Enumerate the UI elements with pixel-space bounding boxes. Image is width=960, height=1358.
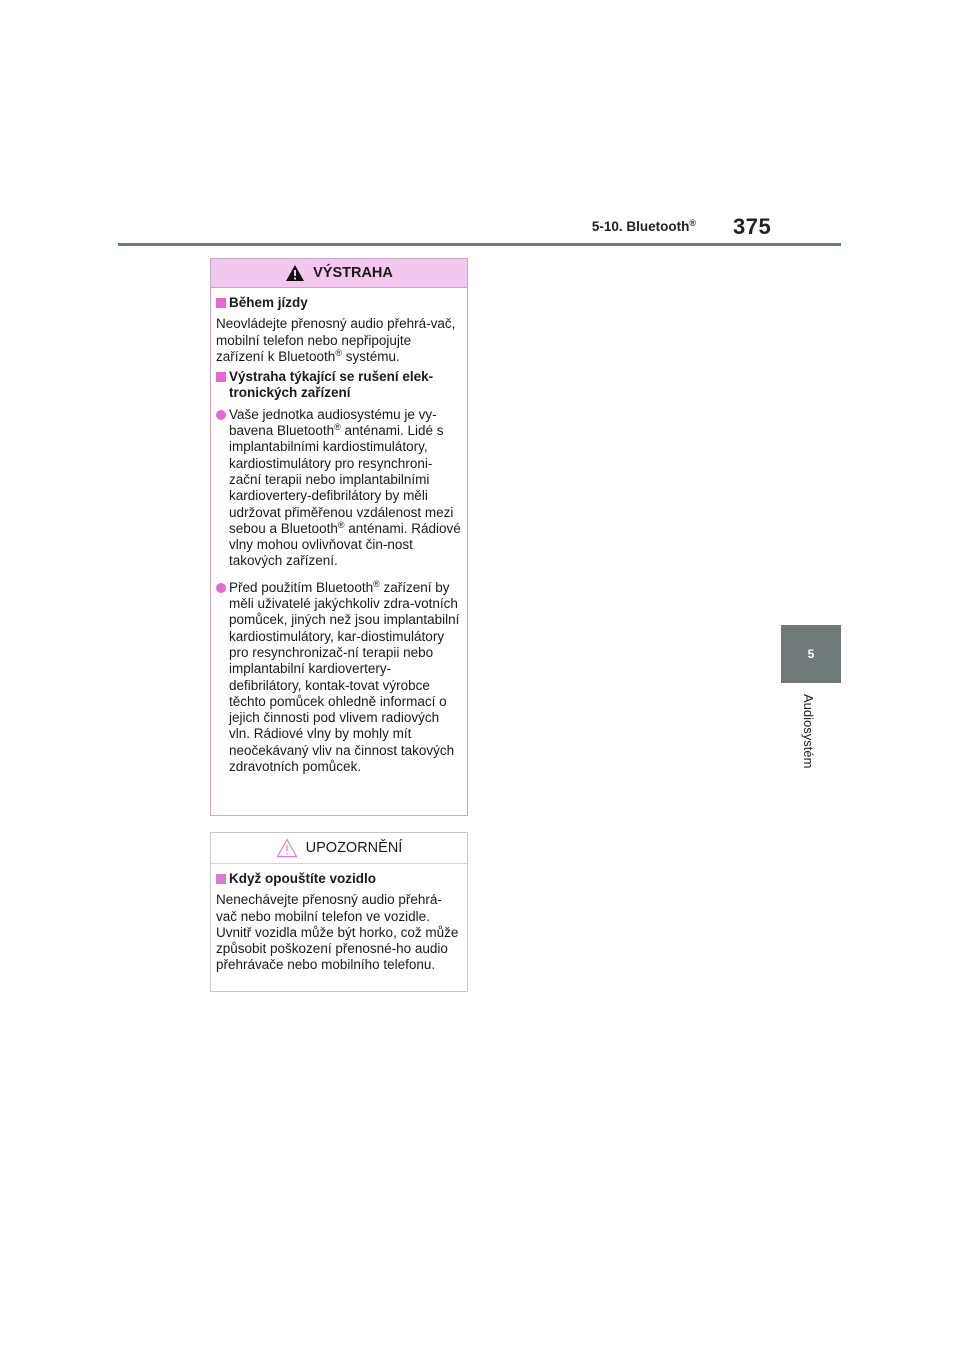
caution-leaving-text: Nenechávejte přenosný audio přehrá-vač nebo mobilní telefon ve vozidle. Uvnitř vozidla může být horko, což může způsobit poškození přenosné-ho audio přehrávače nebo mobilního telefonu.	[216, 892, 459, 973]
warning-body	[211, 288, 467, 775]
warning-header	[211, 259, 467, 288]
caution-header	[211, 833, 467, 864]
warning-bullet-implants: Vaše jednotka audiosystému je vy-bavena Bluetooth® anténami. Lidé s implantabilními kardiostimulátory, kardiostimulátory pro resynchroni-zační terapii nebo implantabilními kardiovertery-defibrilátory by měli udržovat přiměřenou vzdálenost mezi sebou a Bluetooth® anténami. Rádiové vlny mohou ovlivňovat čin-nost takových zařízení.	[216, 407, 461, 570]
warning-driving-text: Neovládejte přenosný audio přehrá-vač, mobilní telefon nebo nepřipojujte zařízení k Bluetooth® systému.	[216, 316, 456, 364]
caution-triangle-icon	[276, 838, 298, 858]
warning-box	[210, 258, 468, 816]
warning-triangle-icon	[285, 264, 305, 282]
caution-title: UPOZORNĚNÍ	[305, 840, 403, 856]
warning-title: VÝSTRAHA	[313, 265, 393, 281]
chapter-label: Audiosystém	[801, 694, 816, 769]
page-number: 375	[733, 214, 772, 239]
warning-bullet-medical-devices: Před použitím Bluetooth® zařízení by měli uživatelé jakýchkoliv zdra-votních pomůcek, jiných než jsou implantabilní kardiostimulátory, kar-diostimulátory pro resynchronizač-ní terapii nebo implantabilní kardiovertery-defibrilátory, kontak-tovat výrobce těchto pomůcek ohledně informací o jejich činnosti pod vlivem radiových vln. Rádiové vlny by mohly mít neočekávaný vliv na činnost takových zdravotních pomůcek.	[216, 580, 461, 776]
caution-subhead-leaving: Když opouštíte vozidlo	[216, 871, 461, 887]
warning-subhead-driving: Během jízdy	[216, 295, 461, 311]
warning-subhead-interference: Výstraha týkající se rušení elek-tronických zařízení	[216, 369, 461, 402]
chapter-tab: 5	[781, 625, 841, 683]
caution-body	[211, 864, 467, 974]
caution-box	[210, 832, 468, 992]
section-title: 5-10. Bluetooth®	[591, 218, 696, 234]
header-rule	[118, 243, 841, 246]
